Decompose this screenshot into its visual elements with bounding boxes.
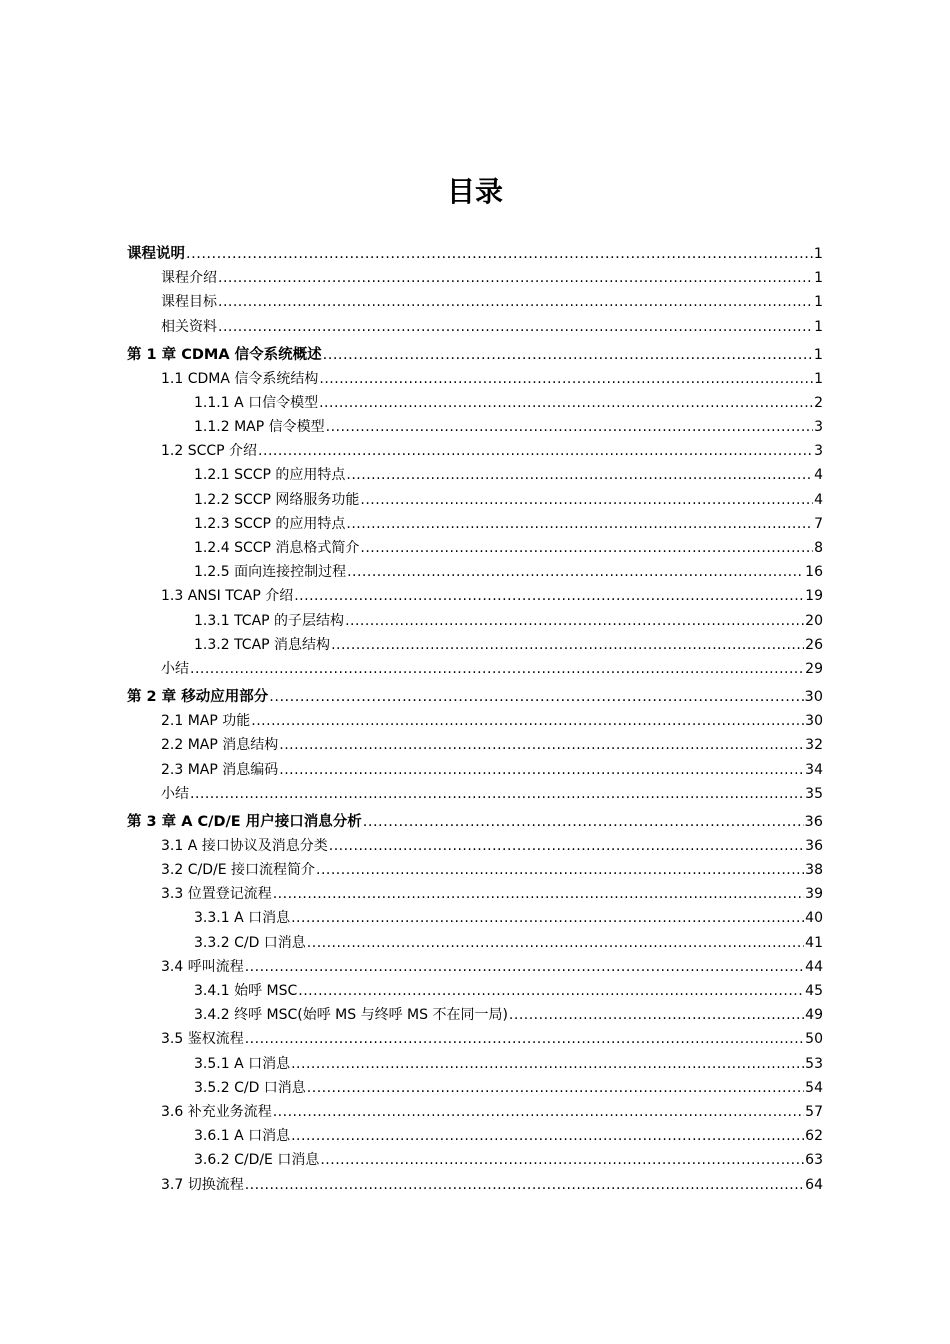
toc-entry-label: 2.2 MAP 消息结构 [161, 737, 279, 754]
toc-entry-label: 3.1 A 接口协议及消息分类 [161, 837, 328, 854]
toc-entry-label: 课程说明 [127, 246, 185, 262]
toc-entry-page-number: 4 [814, 467, 823, 484]
dot-leader [291, 906, 804, 930]
toc-entry-label: 1.1 CDMA 信令系统结构 [161, 370, 319, 387]
toc-entry-label: 1.3.1 TCAP 的子层结构 [194, 612, 345, 629]
dot-leader [218, 290, 813, 314]
dot-leader [329, 834, 804, 858]
dot-leader [190, 657, 804, 681]
toc-entry-label: 1.3 ANSI TCAP 介绍 [161, 588, 294, 605]
toc-entry-label: 课程介绍 [161, 270, 217, 287]
toc-entry-label: 3.2 C/D/E 接口流程简介 [161, 862, 315, 879]
dot-leader [319, 391, 813, 415]
toc-entry-label: 3.5.1 A 口消息 [194, 1055, 291, 1072]
toc-entry-page-number: 3 [814, 443, 823, 460]
toc-entry[interactable] [127, 560, 823, 584]
toc-entry-page-number: 38 [805, 862, 823, 879]
toc-entry[interactable] [127, 439, 823, 463]
toc-entry[interactable] [127, 367, 823, 391]
toc-entry[interactable] [127, 1100, 823, 1124]
toc-entry-page-number: 1 [813, 346, 823, 363]
toc-entry[interactable] [127, 488, 823, 512]
toc-entry[interactable] [127, 1076, 823, 1100]
toc-entry-page-number: 4 [814, 491, 823, 508]
toc-entry-label: 1.3.2 TCAP 消息结构 [194, 636, 331, 653]
toc-entry-label: 3.3 位置登记流程 [161, 886, 272, 903]
toc-entry-label: 1.2.1 SCCP 的应用特点 [194, 467, 346, 484]
dot-leader [186, 242, 813, 266]
toc-entry[interactable] [127, 782, 823, 806]
dot-leader [190, 782, 804, 806]
dot-leader [294, 584, 804, 608]
toc-entry-page-number: 29 [805, 660, 823, 677]
toc-entry-label: 2.3 MAP 消息编码 [161, 761, 279, 778]
toc-entry[interactable] [127, 584, 823, 608]
dot-leader [319, 367, 813, 391]
toc-entry-page-number: 1 [814, 318, 823, 335]
table-of-contents [127, 242, 823, 1197]
toc-entry-page-number: 1 [814, 370, 823, 387]
toc-entry-label: 3.5 鉴权流程 [161, 1031, 244, 1048]
toc-entry-label: 小结 [161, 660, 189, 677]
dot-leader [298, 979, 804, 1003]
toc-entry-label: 第 3 章 A C/D/E 用户接口消息分析 [127, 813, 362, 830]
dot-leader [346, 463, 813, 487]
toc-entry-page-number: 32 [805, 737, 823, 754]
toc-entry[interactable] [127, 315, 823, 339]
toc-chapter-entry[interactable] [127, 242, 823, 266]
toc-chapter-entry[interactable] [127, 343, 823, 367]
toc-entry-page-number: 53 [805, 1055, 823, 1072]
toc-entry-page-number: 54 [805, 1079, 823, 1096]
toc-entry-label: 小结 [161, 785, 189, 802]
toc-entry[interactable] [127, 979, 823, 1003]
toc-entry-page-number: 44 [805, 958, 823, 975]
toc-entry-page-number: 1 [814, 294, 823, 311]
toc-entry-label: 1.2 SCCP 介绍 [161, 443, 258, 460]
toc-entry-page-number: 34 [805, 761, 823, 778]
toc-entry[interactable] [127, 1052, 823, 1076]
toc-entry[interactable] [127, 834, 823, 858]
dot-leader [291, 1052, 804, 1076]
toc-entry-page-number: 50 [805, 1031, 823, 1048]
dot-leader [363, 810, 804, 834]
toc-entry-page-number: 20 [805, 612, 823, 629]
dot-leader [316, 858, 804, 882]
toc-entry[interactable] [127, 290, 823, 314]
toc-entry-page-number: 7 [814, 515, 823, 532]
toc-entry-label: 1.1.1 A 口信令模型 [194, 394, 319, 411]
toc-entry[interactable] [127, 709, 823, 733]
toc-entry-label: 课程目标 [161, 294, 217, 311]
toc-entry[interactable] [127, 858, 823, 882]
toc-entry-page-number: 41 [805, 934, 823, 951]
dot-leader [320, 1148, 804, 1172]
toc-entry-label: 第 1 章 CDMA 信令系统概述 [127, 346, 322, 363]
dot-leader [360, 488, 813, 512]
toc-entry-page-number: 36 [805, 837, 823, 854]
dot-leader [307, 931, 804, 955]
dot-leader [331, 633, 804, 657]
toc-entry-label: 3.4.1 始呼 MSC [194, 983, 298, 1000]
toc-entry-label: 3.3.1 A 口消息 [194, 910, 291, 927]
toc-entry[interactable] [127, 609, 823, 633]
dot-leader [269, 685, 803, 709]
toc-entry[interactable] [127, 955, 823, 979]
toc-entry-page-number: 30 [805, 713, 823, 730]
toc-entry-label: 3.3.2 C/D 口消息 [194, 934, 306, 951]
toc-entry-label: 3.6.1 A 口消息 [194, 1128, 291, 1145]
toc-chapter-entry[interactable] [127, 685, 823, 709]
dot-leader [307, 1076, 804, 1100]
toc-entry-page-number: 3 [814, 419, 823, 436]
dot-leader [273, 882, 804, 906]
toc-entry-page-number: 30 [804, 688, 823, 705]
toc-entry-page-number: 36 [804, 813, 823, 830]
dot-leader [245, 955, 804, 979]
toc-entry-page-number: 45 [805, 983, 823, 1000]
toc-entry-label: 2.1 MAP 功能 [161, 713, 251, 730]
toc-entry-page-number: 57 [805, 1103, 823, 1120]
dot-leader [273, 1100, 804, 1124]
toc-entry-label: 1.2.4 SCCP 消息格式简介 [194, 540, 360, 557]
toc-entry-label: 3.4.2 终呼 MSC(始呼 MS 与终呼 MS 不在同一局) [194, 1007, 508, 1024]
toc-entry-label: 相关资料 [161, 318, 217, 335]
toc-entry-page-number: 1 [814, 270, 823, 287]
dot-leader [345, 609, 804, 633]
toc-entry-label: 1.2.2 SCCP 网络服务功能 [194, 491, 360, 508]
toc-entry-label: 1.2.5 面向连接控制过程 [194, 564, 347, 581]
toc-entry-page-number: 16 [805, 564, 823, 581]
dot-leader [218, 315, 813, 339]
toc-entry[interactable] [127, 266, 823, 290]
dot-leader [245, 1027, 804, 1051]
dot-leader [258, 439, 813, 463]
dot-leader [291, 1124, 804, 1148]
dot-leader [279, 758, 804, 782]
toc-entry-label: 1.1.2 MAP 信令模型 [194, 419, 325, 436]
toc-entry[interactable] [127, 463, 823, 487]
toc-entry[interactable] [127, 931, 823, 955]
toc-entry-page-number: 63 [805, 1152, 823, 1169]
dot-leader [347, 560, 804, 584]
toc-entry-page-number: 8 [814, 540, 823, 557]
toc-entry[interactable] [127, 391, 823, 415]
toc-entry[interactable] [127, 1124, 823, 1148]
toc-entry[interactable] [127, 415, 823, 439]
toc-entry-page-number: 49 [805, 1007, 823, 1024]
toc-entry-page-number: 39 [805, 886, 823, 903]
toc-entry-label: 3.4 呼叫流程 [161, 958, 244, 975]
dot-leader [218, 266, 813, 290]
toc-entry-page-number: 64 [805, 1176, 823, 1193]
page-title: 目录 [446, 175, 503, 208]
dot-leader [326, 415, 813, 439]
toc-entry[interactable] [127, 512, 823, 536]
toc-entry-label: 第 2 章 移动应用部分 [127, 688, 269, 705]
toc-entry-page-number: 26 [805, 636, 823, 653]
toc-entry[interactable] [127, 733, 823, 757]
toc-entry[interactable] [127, 536, 823, 560]
toc-entry-label: 3.6.2 C/D/E 口消息 [194, 1152, 320, 1169]
toc-entry-page-number: 40 [805, 910, 823, 927]
toc-entry-page-number: 35 [805, 785, 823, 802]
toc-entry-label: 3.7 切换流程 [161, 1176, 244, 1193]
toc-entry[interactable] [127, 906, 823, 930]
dot-leader [360, 536, 813, 560]
dot-leader [279, 733, 804, 757]
toc-entry-page-number: 1 [813, 246, 823, 262]
toc-entry[interactable] [127, 1003, 823, 1027]
toc-entry[interactable] [127, 633, 823, 657]
toc-entry-label: 1.2.3 SCCP 的应用特点 [194, 515, 346, 532]
toc-chapter-entry[interactable] [127, 810, 823, 834]
toc-entry-label: 3.5.2 C/D 口消息 [194, 1079, 306, 1096]
toc-entry[interactable] [127, 1173, 823, 1197]
toc-entry-page-number: 19 [805, 588, 823, 605]
toc-entry-page-number: 62 [805, 1128, 823, 1145]
toc-entry[interactable] [127, 882, 823, 906]
toc-entry[interactable] [127, 1148, 823, 1172]
toc-entry-page-number: 2 [814, 394, 823, 411]
dot-leader [251, 709, 804, 733]
toc-entry[interactable] [127, 657, 823, 681]
dot-leader [245, 1173, 804, 1197]
toc-entry-label: 3.6 补充业务流程 [161, 1103, 272, 1120]
toc-entry[interactable] [127, 1027, 823, 1051]
dot-leader [346, 512, 813, 536]
dot-leader [509, 1003, 804, 1027]
dot-leader [323, 343, 813, 367]
toc-entry[interactable] [127, 758, 823, 782]
